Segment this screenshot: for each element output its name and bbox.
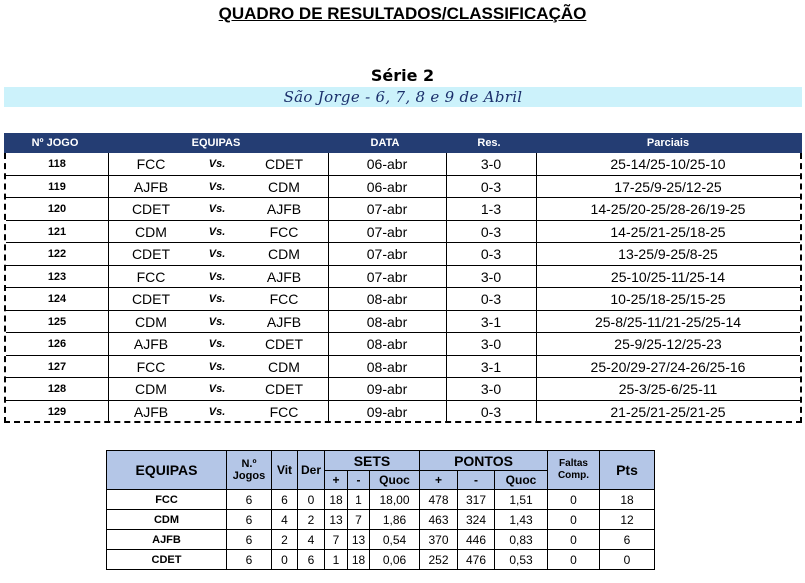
standings-row: [107, 510, 655, 530]
vs-label: Vs.: [208, 315, 226, 328]
standings-wins: 0: [272, 550, 298, 570]
match-result: 0-3: [480, 246, 502, 262]
standings-sets-plus: 1: [325, 550, 348, 570]
standings-pts: 0: [600, 550, 655, 570]
standings-pts-plus: 252: [420, 550, 458, 570]
standings-pts-minus: 446: [458, 530, 495, 550]
vs-label: Vs.: [208, 360, 226, 373]
match-result: 0-3: [480, 178, 502, 195]
away-team: AJFB: [266, 313, 302, 330]
standings-pts-plus: 463: [420, 510, 458, 530]
standings-faults: 0: [548, 490, 600, 510]
game-number: 127: [47, 360, 67, 373]
game-number: 128: [47, 383, 67, 395]
standings-sets-minus: 13: [348, 530, 370, 550]
away-team: AJFB: [266, 268, 302, 285]
standings-sets-plus: 13: [325, 510, 348, 530]
standings-pts-plus: 370: [420, 530, 458, 550]
home-team: FCC: [136, 268, 166, 285]
header-teams: EQUIPAS: [191, 137, 241, 149]
vs-label: Vs.: [208, 203, 226, 215]
points-minus-header: -: [458, 471, 495, 490]
standings-games: 6: [227, 510, 272, 530]
sets-quoc-header: Quoc: [370, 471, 420, 490]
standings-header-wins: Vit: [272, 451, 298, 490]
vs-label: Vs.: [208, 338, 226, 350]
away-team: CDM: [268, 178, 300, 195]
home-team: AJFB: [133, 403, 169, 420]
standings-pts-quoc: 0,83: [495, 530, 548, 550]
points-quoc-header: Quoc: [495, 471, 548, 490]
table-row: [6, 333, 800, 356]
set-partials: 17-25/9-25/12-25: [614, 178, 722, 195]
table-row: [6, 378, 800, 401]
home-team: CDM: [135, 381, 167, 397]
game-number: 121: [47, 225, 67, 238]
match-result: 0-3: [480, 223, 502, 240]
standings-row: [107, 550, 655, 570]
standings-sets-minus: 1: [348, 490, 370, 510]
match-result: 0-3: [480, 291, 502, 307]
standings-row: [107, 490, 655, 510]
game-number: 122: [47, 248, 67, 260]
match-result: 1-3: [480, 201, 502, 217]
match-result: 3-0: [480, 156, 502, 172]
match-date: 06-abr: [366, 178, 408, 195]
venue-dates: São Jorge - 6, 7, 8 e 9 de Abril: [4, 87, 802, 107]
home-team: CDM: [135, 223, 167, 240]
vs-label: Vs.: [208, 383, 226, 395]
table-row: [6, 266, 800, 289]
home-team: FCC: [136, 358, 166, 375]
set-partials: 10-25/18-25/15-25: [610, 291, 726, 307]
standings-sets-minus: 18: [348, 550, 370, 570]
results-header: [4, 133, 802, 153]
standings-losses: 4: [298, 530, 325, 550]
standings-header-sets: SETS: [325, 451, 420, 471]
vs-label: Vs.: [208, 225, 226, 238]
table-row: [6, 176, 800, 199]
home-team: CDET: [131, 246, 171, 262]
standings-team: CDM: [107, 510, 227, 530]
match-date: 07-abr: [366, 201, 408, 217]
standings-pts-minus: 324: [458, 510, 495, 530]
header-result: Res.: [477, 137, 501, 149]
header-partials: Parciais: [646, 137, 690, 149]
vs-label: Vs.: [208, 293, 226, 305]
set-partials: 25-20/29-27/24-26/25-16: [590, 358, 746, 375]
table-row: [6, 243, 800, 266]
sets-plus-header: +: [325, 471, 348, 490]
standings-pts-quoc: 1,51: [495, 490, 548, 510]
match-date: 07-abr: [366, 268, 408, 285]
vs-label: Vs.: [208, 270, 226, 283]
match-result: 3-0: [480, 381, 502, 397]
standings-sets-plus: 7: [325, 530, 348, 550]
standings-wins: 4: [272, 510, 298, 530]
vs-label: Vs.: [208, 180, 226, 193]
standings-header-faults: Faltas Comp.: [548, 451, 600, 490]
match-date: 06-abr: [366, 156, 408, 172]
match-date: 07-abr: [366, 246, 408, 262]
game-number: 125: [47, 315, 67, 328]
page-title: QUADRO DE RESULTADOS/CLASSIFICAÇÃO: [218, 4, 587, 23]
standings-row: [107, 530, 655, 550]
standings-team: FCC: [107, 490, 227, 510]
standings-games: 6: [227, 490, 272, 510]
home-team: CDET: [131, 201, 171, 217]
standings-pts: 12: [600, 510, 655, 530]
home-team: CDET: [131, 291, 171, 307]
table-row: [6, 288, 800, 311]
set-partials: 25-14/25-10/25-10: [610, 156, 726, 172]
match-date: 08-abr: [366, 358, 408, 375]
standings-header-points: PONTOS: [420, 451, 548, 471]
set-partials: 25-10/25-11/25-14: [610, 268, 726, 285]
home-team: AJFB: [133, 336, 169, 352]
standings-sets-quoc: 1,86: [370, 510, 420, 530]
standings-games: 6: [227, 550, 272, 570]
away-team: CDET: [264, 156, 304, 172]
set-partials: 25-9/25-12/25-23: [614, 336, 722, 352]
game-number: 129: [47, 405, 67, 418]
away-team: CDET: [264, 381, 304, 397]
set-partials: 21-25/21-25/21-25: [610, 403, 726, 420]
vs-label: Vs.: [208, 248, 226, 260]
results-table: [4, 153, 802, 423]
standings-pts-minus: 476: [458, 550, 495, 570]
standings-team: CDET: [107, 550, 227, 570]
vs-label: Vs.: [208, 405, 226, 418]
standings-header-games: N.º Jogos: [227, 451, 272, 490]
match-result: 3-0: [480, 268, 502, 285]
table-row: [6, 311, 800, 334]
standings-faults: 0: [548, 550, 600, 570]
game-number: 124: [47, 293, 67, 305]
match-result: 3-1: [480, 313, 502, 330]
set-partials: 25-3/25-6/25-11: [618, 381, 718, 397]
match-date: 09-abr: [366, 381, 408, 397]
standings-faults: 0: [548, 530, 600, 550]
match-date: 08-abr: [366, 313, 408, 330]
standings-pts-minus: 317: [458, 490, 495, 510]
vs-label: Vs.: [208, 158, 226, 170]
game-number: 120: [47, 203, 67, 215]
game-number: 119: [48, 180, 66, 193]
standings-sets-plus: 18: [325, 490, 348, 510]
serie-title: Série 2: [370, 66, 435, 85]
standings-sets-minus: 7: [348, 510, 370, 530]
game-number: 118: [48, 158, 66, 170]
game-number: 126: [47, 338, 67, 350]
standings-pts-quoc: 0,53: [495, 550, 548, 570]
set-partials: 14-25/20-25/28-26/19-25: [590, 201, 746, 217]
header-date: DATA: [370, 137, 400, 149]
away-team: FCC: [269, 291, 299, 307]
standings-losses: 6: [298, 550, 325, 570]
match-result: 0-3: [480, 403, 502, 420]
away-team: FCC: [269, 403, 299, 420]
standings-pts-plus: 478: [420, 490, 458, 510]
table-row: [6, 221, 800, 244]
standings-header-losses: Der: [298, 451, 325, 490]
standings-header-teams: EQUIPAS: [107, 451, 227, 490]
standings-pts: 6: [600, 530, 655, 550]
standings-losses: 2: [298, 510, 325, 530]
set-partials: 25-8/25-11/21-25/25-14: [594, 313, 742, 330]
standings-pts-quoc: 1,43: [495, 510, 548, 530]
standings-wins: 2: [272, 530, 298, 550]
away-team: CDET: [264, 336, 304, 352]
standings-losses: 0: [298, 490, 325, 510]
match-date: 08-abr: [366, 336, 408, 352]
standings-games: 6: [227, 530, 272, 550]
match-date: 07-abr: [366, 223, 408, 240]
match-date: 08-abr: [366, 291, 408, 307]
standings-faults: 0: [548, 510, 600, 530]
away-team: CDM: [268, 246, 300, 262]
game-number: 123: [47, 270, 67, 283]
standings-table: [106, 450, 655, 570]
set-partials: 14-25/21-25/18-25: [610, 223, 726, 240]
match-result: 3-1: [480, 358, 502, 375]
standings-sets-quoc: 18,00: [370, 490, 420, 510]
set-partials: 13-25/9-25/8-25: [618, 246, 718, 262]
away-team: FCC: [269, 223, 299, 240]
sets-minus-header: -: [348, 471, 370, 490]
home-team: CDM: [135, 313, 167, 330]
standings-pts: 18: [600, 490, 655, 510]
table-row: [6, 153, 800, 176]
match-date: 09-abr: [366, 403, 408, 420]
standings-sets-quoc: 0,06: [370, 550, 420, 570]
header-game-number: Nº JOGO: [31, 137, 79, 149]
table-row: [6, 198, 800, 221]
standings-wins: 6: [272, 490, 298, 510]
match-result: 3-0: [480, 336, 502, 352]
standings-sets-quoc: 0,54: [370, 530, 420, 550]
table-row: [6, 401, 800, 424]
standings-header-pts: Pts: [600, 451, 655, 490]
table-row: [6, 356, 800, 379]
points-plus-header: +: [420, 471, 458, 490]
away-team: AJFB: [266, 201, 302, 217]
home-team: FCC: [136, 156, 166, 172]
home-team: AJFB: [133, 178, 169, 195]
standings-team: AJFB: [107, 530, 227, 550]
away-team: CDM: [268, 358, 300, 375]
